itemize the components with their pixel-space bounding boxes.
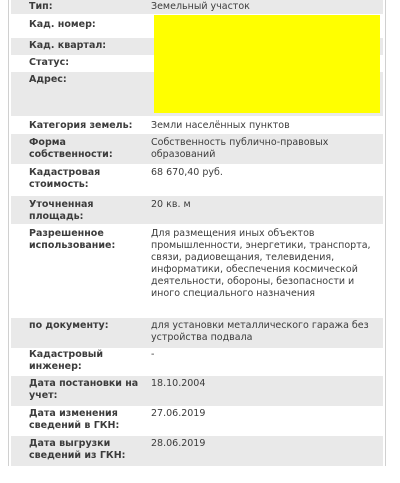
row-value: Собственность публично-правовых образований (151, 137, 329, 160)
row-label: Статус: (29, 57, 70, 68)
row-value: 20 кв. м (151, 199, 191, 210)
row-value: Земли населённых пунктов (151, 120, 290, 131)
row-label: Дата постановки на учет: (29, 378, 139, 401)
row-value: Для размещения иных объектов промышленности, энергетики, транспорта, связи, радиовещания, телевидения, информатики, обеспечения космической деятельности, обороны, безопасности и иного специального назначения (151, 228, 371, 299)
row-type (11, 0, 383, 14)
row-value: 68 670,40 руб. (151, 167, 223, 178)
row-value[interactable]: Земельный участок (151, 1, 250, 12)
row-label: Тип: (29, 1, 53, 12)
row-label: Кадастровый инженер: (29, 349, 103, 372)
page-bottom (0, 466, 400, 483)
row-cadastral-value (11, 164, 383, 196)
row-label: по документу: (29, 320, 109, 331)
row-value: 18.10.2004 (151, 378, 206, 389)
row-label: Кадастровая стоимость: (29, 167, 101, 190)
row-value: 28.06.2019 (151, 438, 206, 449)
row-cadastral-engineer (11, 348, 383, 376)
row-export-date (11, 436, 383, 466)
row-label: Форма собственности: (29, 137, 113, 160)
row-permitted-use (11, 224, 383, 318)
row-registration-date (11, 376, 383, 406)
row-label: Кад. квартал: (29, 40, 107, 51)
cadastral-info-panel (8, 0, 386, 467)
row-label: Кад. номер: (29, 19, 96, 30)
row-by-document (11, 318, 383, 348)
row-label: Адрес: (29, 74, 67, 85)
row-value: для установки металлического гаража без устройства подвала (151, 320, 369, 343)
row-label: Дата изменения сведений в ГКН: (29, 408, 120, 431)
row-value: - (151, 349, 155, 360)
row-label: Категория земель: (29, 120, 133, 131)
row-label: Дата выгрузки сведений из ГКН: (29, 438, 126, 461)
row-change-date (11, 406, 383, 436)
row-ownership-form (11, 134, 383, 164)
row-value: 27.06.2019 (151, 408, 206, 419)
row-label: Разрешенное использование: (29, 228, 116, 251)
row-label: Уточненная площадь: (29, 199, 94, 222)
row-land-category (11, 116, 383, 134)
redaction-block (154, 15, 380, 113)
row-specified-area (11, 196, 383, 224)
